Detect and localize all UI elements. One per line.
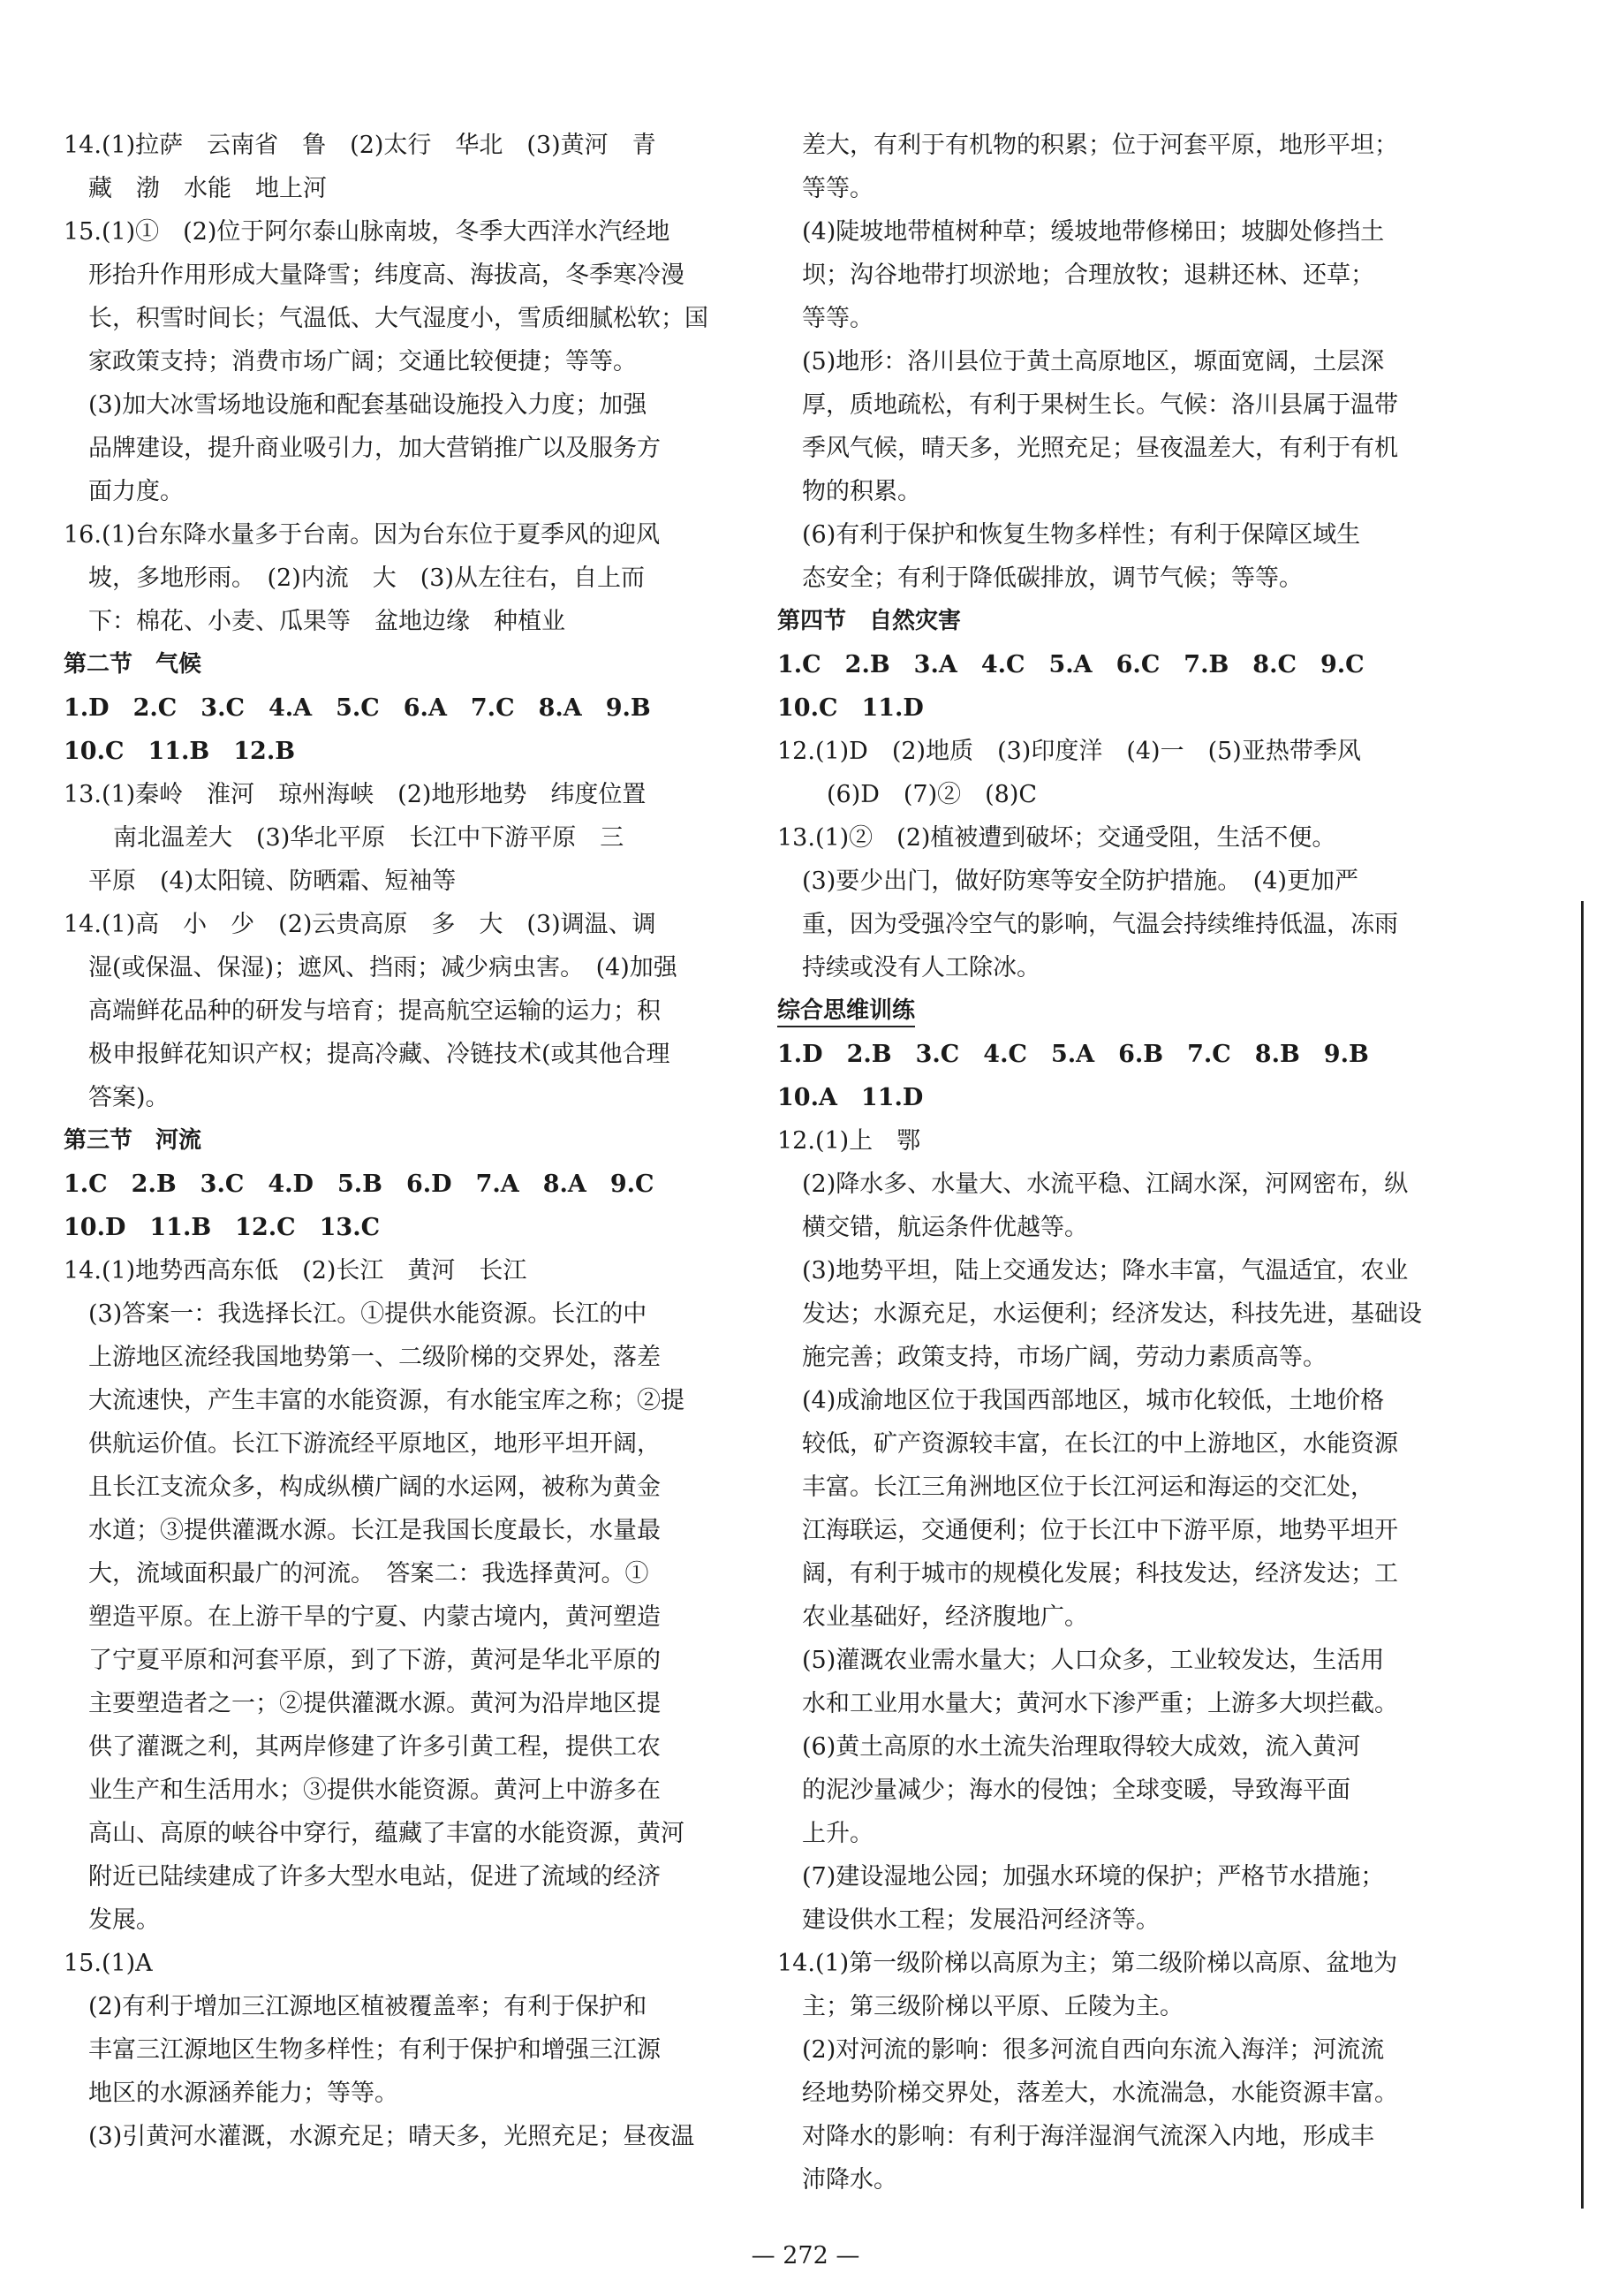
answer-line: 14.(1)第一级阶梯以高原为主；第二级阶梯以高原、盆地为 xyxy=(777,1950,1398,1977)
answer-line: 15.(1)A xyxy=(64,1950,153,1977)
answer-line: 建设供水工程；发展沿河经济等。 xyxy=(802,1906,1160,1934)
answer-line: 施完善；政策支持，市场广阔，劳动力素质高等。 xyxy=(802,1344,1327,1371)
answer-line: (5)灌溉农业需水量大；人口众多，工业较发达，生活用 xyxy=(802,1647,1385,1674)
answer-line: 品牌建设，提升商业吸引力，加大营销推广以及服务方 xyxy=(88,435,661,462)
section-heading-text: 综合思维训练 xyxy=(777,997,915,1027)
answer-line: (6)有利于保护和恢复生物多样性；有利于保障区域生 xyxy=(802,521,1361,549)
answer-line: 附近已陆续建成了许多大型水电站，促进了流域的经济 xyxy=(88,1863,661,1891)
section-heading xyxy=(777,989,1427,1033)
answer-line: 答案)。 xyxy=(88,1084,170,1111)
page-number: — 272 — xyxy=(751,2242,860,2269)
choice-answer-line: 1.D 2.C 3.C 4.A 5.C 6.A 7.C 8.A 9.B xyxy=(64,694,651,722)
answer-line: (4)成渝地区位于我国西部地区，城市化较低，土地价格 xyxy=(802,1387,1385,1414)
answer-line: (3)答案一：我选择长江。①提供水能资源。长江的中 xyxy=(88,1300,647,1328)
answer-line: 16.(1)台东降水量多于台南。因为台东位于夏季风的迎风 xyxy=(64,521,661,549)
answer-line: 水道；③提供灌溉水源。长江是我国长度最长，水量最 xyxy=(88,1517,661,1544)
answer-line: 较低，矿产资源较丰富，在长江的中上游地区，水能资源 xyxy=(802,1430,1398,1458)
answer-line: (3)引黄河水灌溉，水源充足；晴天多，光照充足；昼夜温 xyxy=(88,2123,695,2150)
scan-edge-line xyxy=(1581,901,1584,2209)
answer-line: 季风气候，晴天多，光照充足；昼夜温差大，有利于有机 xyxy=(802,435,1398,462)
answer-line: 湿(或保温、保湿)；遮风、挡雨；减少病虫害。 (4)加强 xyxy=(88,954,677,981)
answer-line: 物的积累。 xyxy=(802,478,921,505)
answer-line: (2)有利于增加三江源地区植被覆盖率；有利于保护和 xyxy=(88,1993,647,2020)
answer-line: 大，流域面积最广的河流。 答案二：我选择黄河。① xyxy=(88,1560,649,1587)
answer-line: 沛降水。 xyxy=(802,2166,897,2194)
answer-line: 形抬升作用形成大量降雪；纬度高、海拔高，冬季寒冷漫 xyxy=(88,261,684,289)
answer-line: 14.(1)地势西高东低 (2)长江 黄河 长江 xyxy=(64,1257,527,1284)
answer-line: 14.(1)高 小 少 (2)云贵高原 多 大 (3)调温、调 xyxy=(64,911,656,938)
answer-line: 高端鲜花品种的研发与培育；提高航空运输的运力；积 xyxy=(88,997,661,1025)
answer-line: (3)地势平坦，陆上交通发达；降水丰富，气温适宜，农业 xyxy=(802,1257,1409,1284)
right-column xyxy=(777,124,1427,2201)
answer-line: 横交错，航运条件优越等。 xyxy=(802,1214,1088,1241)
answer-line: 面力度。 xyxy=(88,478,184,505)
answer-line: (3)加大冰雪场地设施和配套基础设施投入力度；加强 xyxy=(88,391,647,419)
answer-line: 丰富。长江三角洲地区位于长江河运和海运的交汇处， xyxy=(802,1474,1374,1501)
answer-line: 发达；水源充足，水运便利；经济发达，科技先进，基础设 xyxy=(802,1300,1422,1328)
answer-line: 12.(1)D (2)地质 (3)印度洋 (4)一 (5)亚热带季风 xyxy=(777,738,1361,765)
answer-line: 下：棉花、小麦、瓜果等 盆地边缘 种植业 xyxy=(88,608,565,635)
answer-line: 了宁夏平原和河套平原，到了下游，黄河是华北平原的 xyxy=(88,1647,661,1674)
answer-line: 江海联运，交通便利；位于长江中下游平原，地势平坦开 xyxy=(802,1517,1398,1544)
answer-line: 等等。 xyxy=(802,175,874,202)
answer-line: 主；第三级阶梯以平原、丘陵为主。 xyxy=(802,1993,1184,2020)
answer-line: 发展。 xyxy=(88,1906,160,1934)
answer-line: 业生产和生活用水；③提供水能资源。黄河上中游多在 xyxy=(88,1777,661,1804)
answer-line: 供了灌溉之利，其两岸修建了许多引黄工程，提供工农 xyxy=(88,1733,661,1761)
answer-line: 阔，有利于城市的规模化发展；科技发达，经济发达；工 xyxy=(802,1560,1398,1587)
answer-line: (2)降水多、水量大、水流平稳、江阔水深，河网密布，纵 xyxy=(802,1171,1409,1198)
answer-line: (6)D (7)② (8)C xyxy=(827,781,1038,808)
answer-line: 13.(1)② (2)植被遭到破坏；交通受阻，生活不便。 xyxy=(777,824,1336,852)
answer-line: 极申报鲜花知识产权；提高冷藏、冷链技术(或其他合理 xyxy=(88,1041,670,1068)
answer-line: 上升。 xyxy=(802,1820,874,1847)
answer-line: 藏 渤 水能 地上河 xyxy=(88,175,327,202)
answer-line: 15.(1)① (2)位于阿尔泰山脉南坡，冬季大西洋水汽经地 xyxy=(64,218,670,246)
answer-line: (6)黄土高原的水土流失治理取得较大成效，流入黄河 xyxy=(802,1733,1361,1761)
answer-line: 上游地区流经我国地势第一、二级阶梯的交界处，落差 xyxy=(88,1344,661,1371)
answer-line: 主要塑造者之一；②提供灌溉水源。黄河为沿岸地区提 xyxy=(88,1690,661,1717)
answer-line: 经地势阶梯交界处，落差大，水流湍急，水能资源丰富。 xyxy=(802,2080,1398,2107)
answer-line: 坝；沟谷地带打坝淤地；合理放牧；退耕还林、还草； xyxy=(802,261,1374,289)
answer-line: (5)地形：洛川县位于黄土高原地区，塬面宽阔，土层深 xyxy=(802,348,1385,375)
answer-line: (4)陡坡地带植树种草；缓坡地带修梯田；坡脚处修挡土 xyxy=(802,218,1385,246)
left-column xyxy=(64,124,714,2158)
answer-line: 高山、高原的峡谷中穿行，蕴藏了丰富的水能资源，黄河 xyxy=(88,1820,684,1847)
answer-line: 南北温差大 (3)华北平原 长江中下游平原 三 xyxy=(113,824,624,852)
choice-answer-line: 10.A 11.D xyxy=(777,1084,924,1111)
answer-line: 的泥沙量减少；海水的侵蚀；全球变暖，导致海平面 xyxy=(802,1777,1350,1804)
choice-answer-line: 10.D 11.B 12.C 13.C xyxy=(64,1214,381,1241)
answer-line: (7)建设湿地公园；加强水环境的保护；严格节水措施； xyxy=(802,1863,1385,1891)
answer-line: 等等。 xyxy=(802,305,874,332)
answer-line: (3)要少出门，做好防寒等安全防护措施。 (4)更加严 xyxy=(802,868,1358,895)
choice-answer-line: 1.C 2.B 3.A 4.C 5.A 6.C 7.B 8.C 9.C xyxy=(777,651,1365,678)
answer-line: 家政策支持；消费市场广阔；交通比较便捷；等等。 xyxy=(88,348,637,375)
answer-line: 平原 (4)太阳镜、防晒霜、短袖等 xyxy=(88,868,457,895)
answer-line: 农业基础好，经济腹地广。 xyxy=(802,1603,1088,1631)
answer-line: 地区的水源涵养能力；等等。 xyxy=(88,2080,398,2107)
answer-line: 重，因为受强冷空气的影响，气温会持续维持低温，冻雨 xyxy=(802,911,1398,938)
answer-line: (2)对河流的影响：很多河流自西向东流入海洋；河流流 xyxy=(802,2036,1385,2064)
answer-line: 对降水的影响：有利于海洋湿润气流深入内地，形成丰 xyxy=(802,2123,1374,2150)
answer-line: 供航运价值。长江下游流经平原地区，地形平坦开阔， xyxy=(88,1430,661,1458)
section-heading: 第二节 气候 xyxy=(64,651,202,678)
section-heading: 第四节 自然灾害 xyxy=(777,608,962,634)
answer-line: 丰富三江源地区生物多样性；有利于保护和增强三江源 xyxy=(88,2036,661,2064)
section-heading: 第三节 河流 xyxy=(64,1127,202,1154)
answer-line: 差大，有利于有机物的积累；位于河套平原，地形平坦； xyxy=(802,132,1398,159)
answer-line: 且长江支流众多，构成纵横广阔的水运网，被称为黄金 xyxy=(88,1474,661,1501)
choice-answer-line: 1.D 2.B 3.C 4.C 5.A 6.B 7.C 8.B 9.B xyxy=(777,1041,1369,1068)
answer-line: 14.(1)拉萨 云南省 鲁 (2)太行 华北 (3)黄河 青 xyxy=(64,132,656,159)
choice-answer-line: 10.C 11.D xyxy=(777,694,924,722)
answer-line: 13.(1)秦岭 淮河 琼州海峡 (2)地形地势 纬度位置 xyxy=(64,781,647,808)
answer-line: 水和工业用水量大；黄河水下渗严重；上游多大坝拦截。 xyxy=(802,1690,1398,1717)
answer-line: 12.(1)上 鄂 xyxy=(777,1127,921,1155)
answer-line: 塑造平原。在上游干旱的宁夏、内蒙古境内，黄河塑造 xyxy=(88,1603,661,1631)
choice-answer-line: 10.C 11.B 12.B xyxy=(64,738,296,765)
answer-line: 大流速快，产生丰富的水能资源，有水能宝库之称；②提 xyxy=(88,1387,684,1414)
answer-line: 厚，质地疏松，有利于果树生长。气候：洛川县属于温带 xyxy=(802,391,1398,419)
choice-answer-line: 1.C 2.B 3.C 4.D 5.B 6.D 7.A 8.A 9.C xyxy=(64,1171,654,1198)
answer-line: 持续或没有人工除冰。 xyxy=(802,954,1040,981)
answer-line: 坡，多地形雨。 (2)内流 大 (3)从左往右，自上而 xyxy=(88,565,645,592)
answer-line: 态安全；有利于降低碳排放，调节气候；等等。 xyxy=(802,565,1303,592)
answer-line: 长，积雪时间长；气温低、大气湿度小，雪质细腻松软；国 xyxy=(88,305,708,332)
